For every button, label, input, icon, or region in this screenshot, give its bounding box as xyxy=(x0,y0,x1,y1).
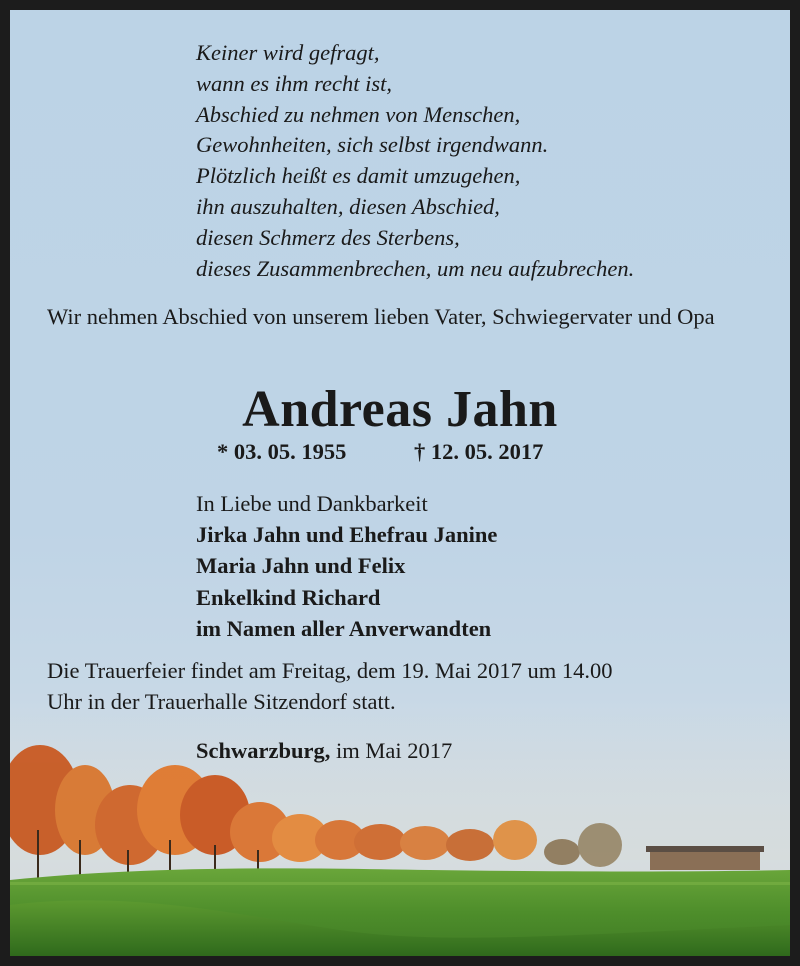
place-and-date xyxy=(196,736,452,766)
poem-line: Abschied zu nehmen von Menschen, xyxy=(196,101,521,127)
funeral-notice xyxy=(47,656,613,717)
mourner-name: Enkelkind Richard xyxy=(196,584,381,610)
farewell-intro: Wir nehmen Abschied von unserem lieben Vater, Schwiegervater und Opa xyxy=(47,304,715,329)
deceased-name: Andreas Jahn xyxy=(242,381,558,438)
obituary-card xyxy=(10,10,790,956)
poem-line: wann es ihm recht ist, xyxy=(196,70,393,96)
poem-line: diesen Schmerz des Sterbens, xyxy=(196,224,460,250)
death-date: † 12. 05. 2017 xyxy=(414,439,544,464)
poem-line: ihn auszuhalten, diesen Abschied, xyxy=(196,193,500,219)
funeral-line: Die Trauerfeier findet am Freitag, dem 19. Mai 2017 um 14.00 xyxy=(47,658,613,683)
funeral-line: Uhr in der Trauerhalle Sitzendorf statt. xyxy=(47,688,396,714)
place-date: im Mai 2017 xyxy=(330,738,453,763)
poem-line: Keiner wird gefragt, xyxy=(196,40,380,65)
mourners-block xyxy=(196,488,497,644)
birth-date: * 03. 05. 1955 xyxy=(217,439,347,464)
mourners-greeting: In Liebe und Dankbarkeit xyxy=(196,491,428,516)
poem-line: Gewohnheiten, sich selbst irgendwann. xyxy=(196,132,549,158)
mourner-name: Jirka Jahn und Ehefrau Janine xyxy=(196,522,498,548)
mourner-name: im Namen aller Anverwandten xyxy=(196,615,492,641)
poem-line: Plötzlich heißt es damit umzugehen, xyxy=(196,163,521,189)
mourner-name: Maria Jahn und Felix xyxy=(196,553,406,579)
poem-line: dieses Zusammenbrechen, um neu aufzubrechen. xyxy=(196,255,635,281)
place-town: Schwarzburg, xyxy=(196,738,331,763)
memorial-poem xyxy=(196,38,634,284)
